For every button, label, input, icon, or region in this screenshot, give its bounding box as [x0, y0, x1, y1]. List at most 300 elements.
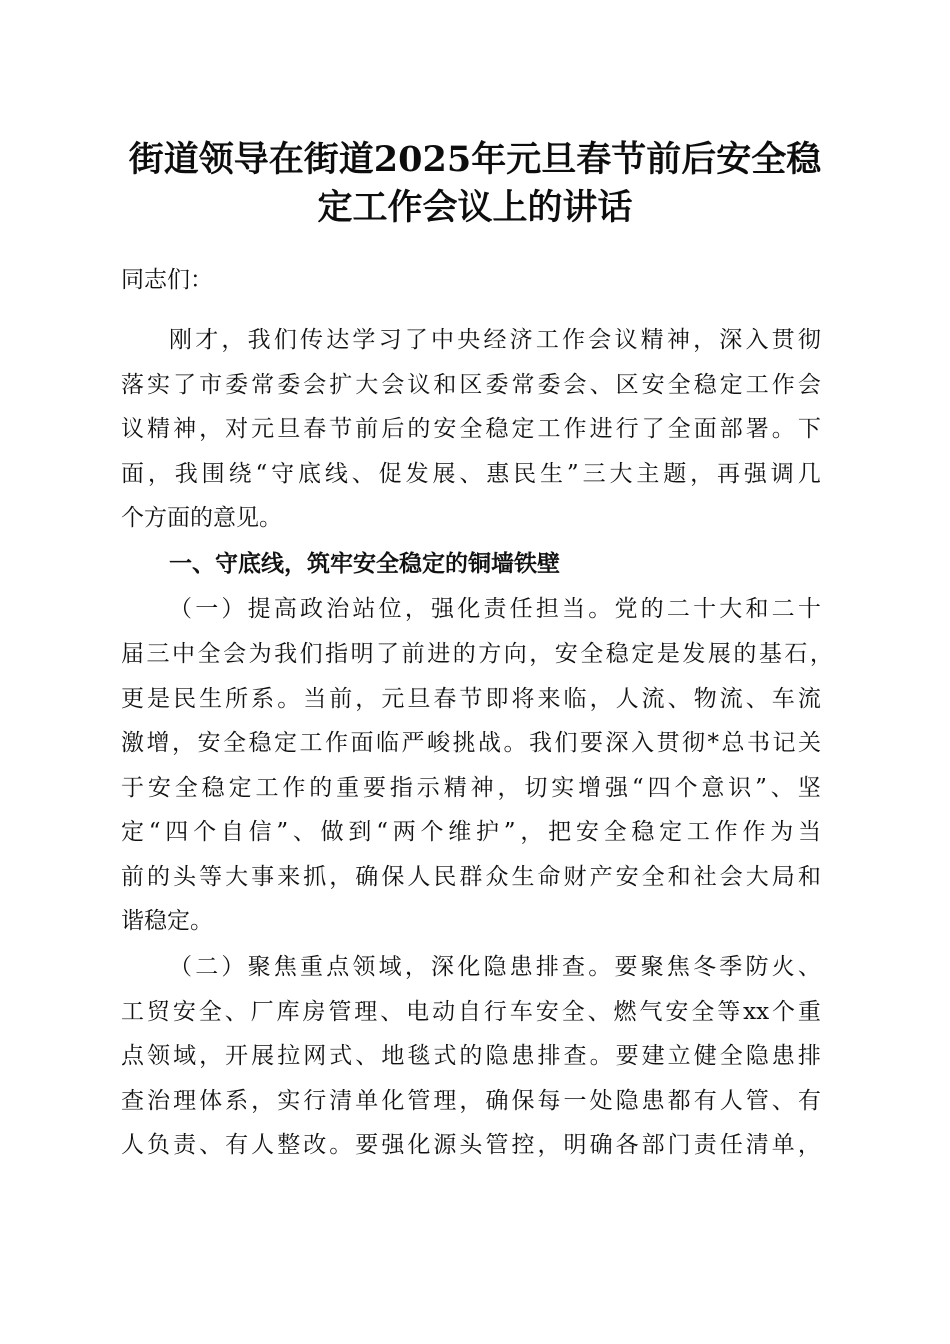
- line-glyph: 工: [745, 371, 769, 398]
- line-glyph: 任: [719, 1132, 743, 1158]
- line-glyph: 安: [641, 371, 665, 398]
- line-glyph: 即: [485, 685, 509, 712]
- line-glyph: 旦: [277, 416, 301, 442]
- line-glyph: 人: [407, 863, 431, 890]
- line-glyph: 处: [589, 1087, 613, 1114]
- line-glyph: 们: [299, 641, 323, 667]
- line-glyph: 稳: [248, 730, 272, 756]
- line-glyph: 理: [433, 1087, 457, 1114]
- line-glyph: 们: [273, 327, 297, 353]
- line-glyph: 十: [797, 596, 821, 622]
- line-glyph: 强: [431, 596, 455, 622]
- subsection-2-line-3: [121, 1034, 821, 1078]
- line-glyph: 们: [554, 730, 578, 756]
- line-glyph: 后: [381, 416, 405, 442]
- line-glyph: 战: [478, 730, 501, 756]
- line-glyph: 地: [381, 1043, 405, 1069]
- line-glyph: 扩: [329, 371, 353, 398]
- line-glyph: 才: [195, 327, 219, 353]
- line-glyph: 下: [797, 416, 821, 442]
- line-glyph: ，: [329, 863, 353, 890]
- line-glyph: 强: [743, 460, 767, 487]
- line-glyph: 、: [355, 1043, 379, 1069]
- line-glyph: 神: [666, 327, 690, 353]
- line-glyph: 火: [771, 954, 795, 980]
- line-glyph: 社: [693, 863, 717, 890]
- line-glyph: 患: [771, 1043, 795, 1069]
- line-glyph: 明: [350, 641, 374, 667]
- line-glyph: 作: [563, 416, 587, 442]
- line-glyph: 的: [733, 641, 757, 667]
- line-glyph: 部: [641, 1132, 665, 1158]
- line-glyph: 神: [173, 416, 197, 442]
- line-glyph: 提: [247, 596, 271, 622]
- line-glyph: 电: [406, 998, 430, 1025]
- line-glyph: 深: [431, 954, 455, 980]
- line-glyph: 实: [277, 1087, 301, 1114]
- line-glyph: ，: [147, 460, 171, 487]
- line-glyph: 作: [714, 819, 738, 845]
- line-glyph: 当: [797, 819, 821, 845]
- line-glyph: “: [376, 819, 388, 845]
- line-glyph: 实: [551, 774, 575, 801]
- line-glyph: 前: [401, 641, 425, 667]
- line-glyph: 担: [535, 596, 559, 622]
- line-glyph: 民: [173, 685, 197, 712]
- line-glyph: 、: [199, 1132, 223, 1158]
- line-glyph: 工: [121, 998, 144, 1025]
- line-glyph: 临: [376, 730, 399, 756]
- line-glyph: 安: [665, 998, 689, 1025]
- line-glyph: 我: [274, 641, 298, 667]
- line-glyph: 人: [615, 685, 639, 712]
- line-glyph: 、: [770, 774, 794, 801]
- line-glyph: 定: [631, 641, 655, 667]
- line-glyph: 央: [457, 327, 481, 353]
- line-glyph: 展: [707, 641, 731, 667]
- line-glyph: 会: [588, 327, 612, 353]
- line-glyph: 都: [667, 1087, 691, 1114]
- line-glyph: 会: [719, 863, 743, 890]
- line-glyph: “: [148, 819, 161, 845]
- line-glyph: 式: [329, 1043, 353, 1069]
- line-glyph: 大: [719, 596, 743, 622]
- line-glyph: 二: [771, 596, 795, 622]
- line-glyph: 车: [771, 685, 795, 712]
- line-glyph: 理: [173, 1087, 197, 1114]
- line-glyph: 促: [378, 460, 402, 487]
- line-glyph: 个: [772, 998, 795, 1025]
- line-glyph: 十: [693, 596, 717, 622]
- line-glyph: 面: [350, 730, 374, 756]
- line-glyph: 的: [309, 774, 333, 801]
- line-glyph: 重: [300, 954, 324, 980]
- line-glyph: 石: [784, 641, 808, 667]
- line-glyph: 厂: [250, 998, 274, 1025]
- subsection-1-line-6: [121, 810, 821, 854]
- line-glyph: ，: [199, 1043, 223, 1069]
- line-glyph: 、: [380, 998, 404, 1025]
- line-glyph: 全: [223, 730, 246, 756]
- line-glyph: 点: [121, 1043, 144, 1069]
- line-glyph: “: [255, 460, 268, 487]
- line-glyph: 示: [416, 774, 440, 801]
- line-glyph: 定: [274, 730, 297, 756]
- line-glyph: 为: [248, 641, 272, 667]
- document-title-line-1: 街道领导在街道2025年元旦春节前后安全稳: [128, 139, 822, 180]
- line-glyph: 把: [548, 819, 572, 845]
- line-glyph: 二: [195, 954, 219, 980]
- paragraph-1-line-3: [121, 407, 821, 451]
- line-glyph: 等: [199, 863, 223, 890]
- line-glyph: 深: [605, 730, 629, 756]
- line-glyph: ”: [755, 774, 767, 801]
- subsection-1-line-2: [121, 632, 833, 676]
- subsection-1-line-5: [121, 766, 821, 810]
- line-glyph: 立: [667, 1043, 691, 1069]
- line-glyph: 个: [193, 819, 217, 845]
- line-glyph: ，: [693, 327, 717, 353]
- line-glyph: 工: [299, 730, 323, 756]
- line-glyph: 和: [745, 596, 769, 622]
- line-glyph: 所: [225, 685, 249, 712]
- line-glyph: 要: [363, 774, 387, 801]
- line-glyph: 患: [511, 1043, 535, 1069]
- line-glyph: 系: [251, 685, 275, 712]
- line-glyph: 会: [797, 371, 821, 398]
- line-glyph: 护: [476, 819, 500, 845]
- line-glyph: 政: [300, 596, 324, 622]
- line-glyph: 患: [641, 1087, 665, 1114]
- line-glyph: 入: [631, 730, 654, 756]
- line-glyph: 信: [248, 819, 272, 845]
- line-glyph: 定: [719, 371, 743, 398]
- line-glyph: 定: [511, 416, 535, 442]
- line-glyph: 和: [797, 863, 821, 890]
- line-glyph: 、: [667, 685, 691, 712]
- paragraph-1-line-2: [121, 363, 821, 407]
- line-glyph: 为: [770, 819, 794, 845]
- line-glyph: 确: [589, 1132, 613, 1158]
- line-glyph: 有: [225, 1132, 249, 1158]
- line-glyph: 进: [589, 416, 613, 442]
- line-glyph: 春: [433, 685, 457, 712]
- line-glyph: 来: [277, 863, 301, 890]
- line-glyph: 。: [503, 730, 527, 756]
- line-glyph: 每: [537, 1087, 561, 1114]
- line-glyph: 市: [199, 371, 223, 398]
- line-glyph: 头: [173, 863, 197, 890]
- line-glyph: 领: [147, 1043, 171, 1069]
- line-glyph: 方: [478, 641, 502, 667]
- line-glyph: 来: [537, 685, 561, 712]
- line-glyph: 建: [641, 1043, 665, 1069]
- line-glyph: 有: [797, 1087, 821, 1114]
- line-glyph: 对: [225, 416, 249, 442]
- line-glyph: 总: [721, 730, 745, 756]
- line-glyph: 保: [511, 1087, 535, 1114]
- line-glyph: 全: [561, 998, 585, 1025]
- line-glyph: 化: [457, 954, 481, 980]
- line-glyph: 的: [407, 416, 431, 442]
- line-glyph: 清: [329, 1087, 353, 1114]
- line-glyph: 开: [225, 1043, 249, 1069]
- line-glyph: 我: [247, 327, 271, 353]
- line-glyph: 学: [352, 327, 376, 353]
- line-glyph: 委: [485, 371, 509, 398]
- line-glyph: 春: [303, 416, 327, 442]
- salutation: [121, 258, 213, 302]
- line-glyph: ，: [690, 460, 714, 487]
- line-glyph: 、: [459, 460, 483, 487]
- line-glyph: 群: [459, 863, 483, 890]
- line-glyph: 安: [172, 998, 196, 1025]
- line-glyph: 全: [691, 998, 715, 1025]
- line-glyph: 各: [615, 1132, 639, 1158]
- line-glyph: 隐: [483, 954, 507, 980]
- line-glyph: 。: [588, 596, 612, 622]
- document-title-line-2: 定工作会议上的讲话: [317, 187, 633, 228]
- line-glyph: 署: [745, 416, 769, 442]
- line-glyph: ，: [589, 685, 613, 712]
- line-glyph: 稳: [201, 774, 225, 801]
- line-glyph: 行: [483, 998, 507, 1025]
- line-glyph: 式: [433, 1043, 457, 1069]
- line-glyph: 治: [147, 1087, 171, 1114]
- line-glyph: 是: [656, 641, 680, 667]
- line-glyph: 库: [276, 998, 300, 1025]
- subsection-1-line-8: [121, 899, 213, 943]
- line-glyph: 民: [433, 863, 457, 890]
- line-glyph: 维: [448, 819, 472, 845]
- line-glyph: 坚: [797, 774, 821, 801]
- line-glyph: 产: [589, 863, 613, 890]
- line-glyph: 责: [483, 596, 507, 622]
- line-glyph: 委: [537, 371, 561, 398]
- line-glyph: 要: [614, 954, 638, 980]
- line-glyph: 全: [719, 1043, 743, 1069]
- line-glyph: 到: [348, 819, 372, 845]
- line-glyph: 大: [355, 371, 379, 398]
- subsection-2-line-1: [169, 945, 821, 989]
- line-glyph: 确: [355, 863, 379, 890]
- line-glyph: 进: [427, 641, 451, 667]
- line-glyph: 拉: [277, 1043, 301, 1069]
- line-glyph: 全: [641, 863, 665, 890]
- line-glyph: 位: [378, 596, 402, 622]
- line-glyph: 物: [693, 685, 717, 712]
- line-glyph: ”: [503, 819, 516, 845]
- line-glyph: 、: [797, 954, 821, 980]
- line-glyph: 面: [693, 416, 717, 442]
- line-glyph: 线: [324, 460, 348, 487]
- line-glyph: 作: [562, 327, 586, 353]
- line-glyph: ，: [529, 641, 553, 667]
- line-glyph: ，: [459, 1087, 483, 1114]
- line-glyph: 民: [513, 460, 537, 487]
- line-glyph: 化: [457, 596, 481, 622]
- line-glyph: 管: [485, 1132, 509, 1158]
- line-glyph: 焦: [273, 954, 297, 980]
- line-glyph: 工: [537, 416, 561, 442]
- line-glyph: 高: [273, 596, 297, 622]
- line-glyph: 隐: [485, 1043, 509, 1069]
- line-glyph: 作: [771, 371, 795, 398]
- section-1-heading-text: 一、守底线，筑牢安全稳定的铜墙铁壁: [169, 551, 560, 577]
- line-glyph: 门: [667, 1132, 691, 1158]
- line-glyph: 切: [524, 774, 548, 801]
- line-glyph: 发: [682, 641, 706, 667]
- line-glyph: 自: [457, 998, 481, 1025]
- line-glyph: 主: [636, 460, 660, 487]
- line-glyph: 委: [225, 371, 249, 398]
- line-glyph: 全: [667, 371, 691, 398]
- line-glyph: 工: [686, 819, 710, 845]
- line-glyph: 旦: [407, 685, 431, 712]
- line-glyph: 安: [197, 730, 221, 756]
- line-glyph: 网: [303, 1043, 327, 1069]
- line-glyph: 。: [589, 1043, 613, 1069]
- line-glyph: 了: [173, 371, 197, 398]
- line-glyph: （: [169, 954, 192, 980]
- line-glyph: 燃: [613, 998, 637, 1025]
- line-glyph: ，: [355, 685, 379, 712]
- line-glyph: 作: [742, 819, 766, 845]
- line-glyph: 。: [771, 416, 795, 442]
- line-glyph: 当: [303, 685, 327, 712]
- line-glyph: “: [631, 774, 644, 801]
- line-glyph: 安: [615, 863, 639, 890]
- line-glyph: 体: [199, 1087, 223, 1114]
- line-glyph: 隐: [745, 1043, 769, 1069]
- line-glyph: 安: [535, 998, 559, 1025]
- subsection-1-line-3: [121, 677, 821, 721]
- line-glyph: 任: [509, 596, 533, 622]
- subsection-1-line-4: [121, 721, 821, 765]
- line-glyph: 一: [563, 1087, 587, 1114]
- line-glyph: 彻: [797, 327, 821, 353]
- line-glyph: 节: [329, 416, 353, 442]
- line-glyph: 管: [407, 1087, 431, 1114]
- line-glyph: 稳: [631, 819, 655, 845]
- line-glyph: 题: [663, 460, 687, 487]
- line-glyph: ”: [276, 819, 289, 845]
- line-glyph: 达: [326, 327, 350, 353]
- line-glyph: 全: [197, 641, 221, 667]
- line-glyph: 域: [173, 1043, 197, 1069]
- line-glyph: 、: [589, 371, 613, 398]
- line-glyph: 会: [381, 371, 405, 398]
- line-glyph: 指: [389, 774, 413, 801]
- line-glyph: 刚: [169, 327, 192, 353]
- subsection-2-line-2: [121, 990, 821, 1034]
- line-glyph: 底: [298, 460, 321, 487]
- line-glyph: （: [169, 596, 192, 622]
- document-body: [121, 258, 831, 1198]
- line-glyph: ，: [251, 1087, 275, 1114]
- line-glyph: 排: [537, 1043, 561, 1069]
- line-glyph: 管: [328, 998, 352, 1025]
- line-glyph: 习: [378, 327, 402, 353]
- line-glyph: 会: [303, 371, 327, 398]
- line-glyph: 几: [797, 460, 821, 487]
- line-glyph: 行: [615, 416, 639, 442]
- paragraph-1-line-5: [121, 496, 282, 540]
- line-glyph: 增: [146, 730, 170, 756]
- line-glyph: 自: [220, 819, 244, 845]
- line-glyph: 二: [666, 596, 690, 622]
- paragraph-1-line-4: [121, 452, 821, 496]
- line-glyph: 明: [563, 1132, 587, 1158]
- line-glyph: 个: [420, 819, 444, 845]
- line-glyph: 患: [509, 954, 533, 980]
- line-glyph: 常: [511, 371, 535, 398]
- line-glyph: ）: [221, 954, 245, 980]
- line-glyph: 委: [277, 371, 301, 398]
- line-glyph: 冬: [693, 954, 717, 980]
- line-glyph: 域: [378, 954, 402, 980]
- line-glyph: 、: [351, 460, 375, 487]
- line-glyph: 定: [659, 819, 683, 845]
- line-glyph: 整: [277, 1132, 301, 1158]
- line-glyph: 抓: [303, 863, 327, 890]
- line-glyph: xx: [743, 998, 770, 1025]
- line-glyph: 季: [719, 954, 743, 980]
- line-glyph: 人: [719, 1087, 743, 1114]
- line-glyph: 两: [392, 819, 416, 845]
- line-glyph: 中: [172, 641, 196, 667]
- line-glyph: 精: [640, 327, 664, 353]
- line-glyph: 重: [797, 998, 821, 1025]
- line-glyph: 保: [381, 863, 405, 890]
- line-glyph: 临: [563, 685, 587, 712]
- line-glyph: 四: [165, 819, 189, 845]
- line-glyph: 治: [326, 596, 350, 622]
- line-glyph: 会: [223, 641, 247, 667]
- salutation-text: 同志们：: [121, 267, 213, 293]
- line-glyph: 发: [405, 460, 429, 487]
- line-glyph: 。: [588, 954, 612, 980]
- line-glyph: 和: [667, 863, 691, 890]
- line-glyph: 防: [745, 954, 769, 980]
- line-glyph: 源: [433, 1132, 457, 1158]
- subsection-1-line-7: [121, 855, 821, 899]
- line-glyph: 将: [511, 685, 535, 712]
- line-glyph: 一: [195, 596, 219, 622]
- line-glyph: 全: [667, 416, 691, 442]
- line-glyph: 贯: [656, 730, 680, 756]
- line-glyph: 当: [562, 596, 586, 622]
- line-glyph: 安: [433, 416, 457, 442]
- line-glyph: 做: [320, 819, 344, 845]
- line-glyph: 重: [336, 774, 360, 801]
- line-glyph: 的: [640, 596, 664, 622]
- line-glyph: 大: [745, 863, 769, 890]
- line-glyph: ，: [172, 730, 195, 756]
- line-glyph: 查: [563, 1043, 587, 1069]
- section-1-heading: [169, 542, 560, 586]
- line-glyph: ”: [566, 460, 579, 487]
- line-glyph: 系: [225, 1087, 249, 1114]
- line-glyph: 再: [717, 460, 741, 487]
- line-glyph: 激: [121, 730, 144, 756]
- line-glyph: 议: [121, 416, 144, 442]
- line-glyph: 局: [771, 863, 795, 890]
- line-glyph: *: [707, 730, 719, 756]
- line-glyph: 清: [745, 1132, 769, 1158]
- line-glyph: 党: [614, 596, 638, 622]
- line-glyph: 。: [329, 1132, 353, 1158]
